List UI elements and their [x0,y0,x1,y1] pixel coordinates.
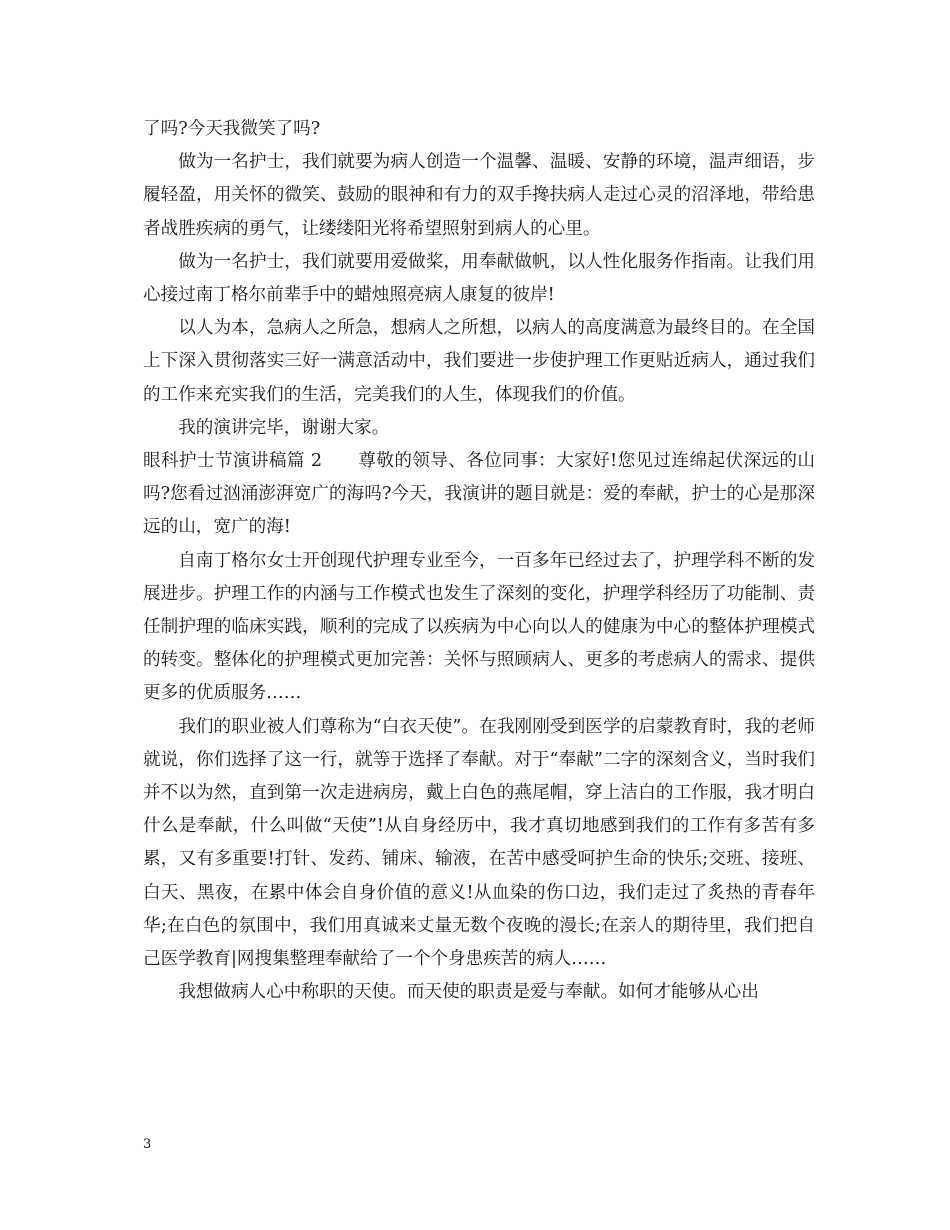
section-heading-paragraph: 眼科护士节演讲稿篇 2 尊敬的领导、各位同事：大家好!您见过连绵起伏深远的山吗?您看过汹涌澎湃宽广的海吗?今天，我演讲的题目就是：爱的奉献，护士的心是那深远的山，宽广的海! [143,451,815,538]
paragraph: 做为一名护士，我们就要用爱做桨，用奉献做帆，以人性化服务作指南。让我们用心接过南丁格尔前辈手中的蜡烛照亮病人康复的彼岸! [143,251,815,306]
paragraph: 我的演讲完毕，谢谢大家。 [178,417,390,438]
paragraph: 自南丁格尔女士开创现代护理专业至今，一百多年已经过去了，护理学科不断的发展进步。护理工作的内涵与工作模式也发生了深刻的变化，护理学科经历了功能制、责任制护理的临床实践，顺利的完成了以疾病为中心向以人的健康为中心的整体护理模式的转变。整体化的护理模式更加完善：关怀与照顾病人、更多的考虑病人的需求、提供更多的优质服务…… [143,550,815,704]
paragraph: 做为一名护士，我们就要为病人创造一个温馨、温暖、安静的环境，温声细语，步履轻盈，用关怀的微笑、鼓励的眼神和有力的双手搀扶病人走过心灵的沼泽地，带给患者战胜疾病的勇气，让缕缕阳光将希望照射到病人的心里。 [143,152,815,239]
paragraph: 以人为本，急病人之所急，想病人之所想，以病人的高度满意为最终目的。在全国上下深入贯彻落实三好一满意活动中，我们要进一步使护理工作更贴近病人，通过我们的工作来充实我们的生活，完美我们的人生，体现我们的价值。 [143,318,815,405]
document-body [143,113,815,1009]
paragraph: 我想做病人心中称职的天使。而天使的职责是爱与奉献。如何才能够从心出 [178,982,759,1003]
paragraph: 我们的职业被人们尊称为“白衣天使”。在我刚刚受到医学的启蒙教育时，我的老师就说，你们选择了这一行，就等于选择了奉献。对于“奉献”二字的深刻含义，当时我们并不以为然，直到第一次走进病房，戴上白色的燕尾帽，穿上洁白的工作服，我才明白什么是奉献，什么叫做“天使”!从自身经历中，我才真切地感到我们的工作有多苦有多累，又有多重要!打针、发药、铺床、输液，在苦中感受呵护生命的快乐;交班、接班、白天、黑夜，在累中体会自身价值的意义!从血染的伤口边，我们走过了炙热的青春年华;在白色的氛围中，我们用真诚来丈量无数个夜晚的漫长;在亲人的期待里，我们把自己医学教育|网搜集整理奉献给了一个个身患疾苦的病人…… [143,716,815,970]
paragraph: 了吗?今天我微笑了吗? [143,119,321,139]
page-number: 3 [143,1137,152,1152]
